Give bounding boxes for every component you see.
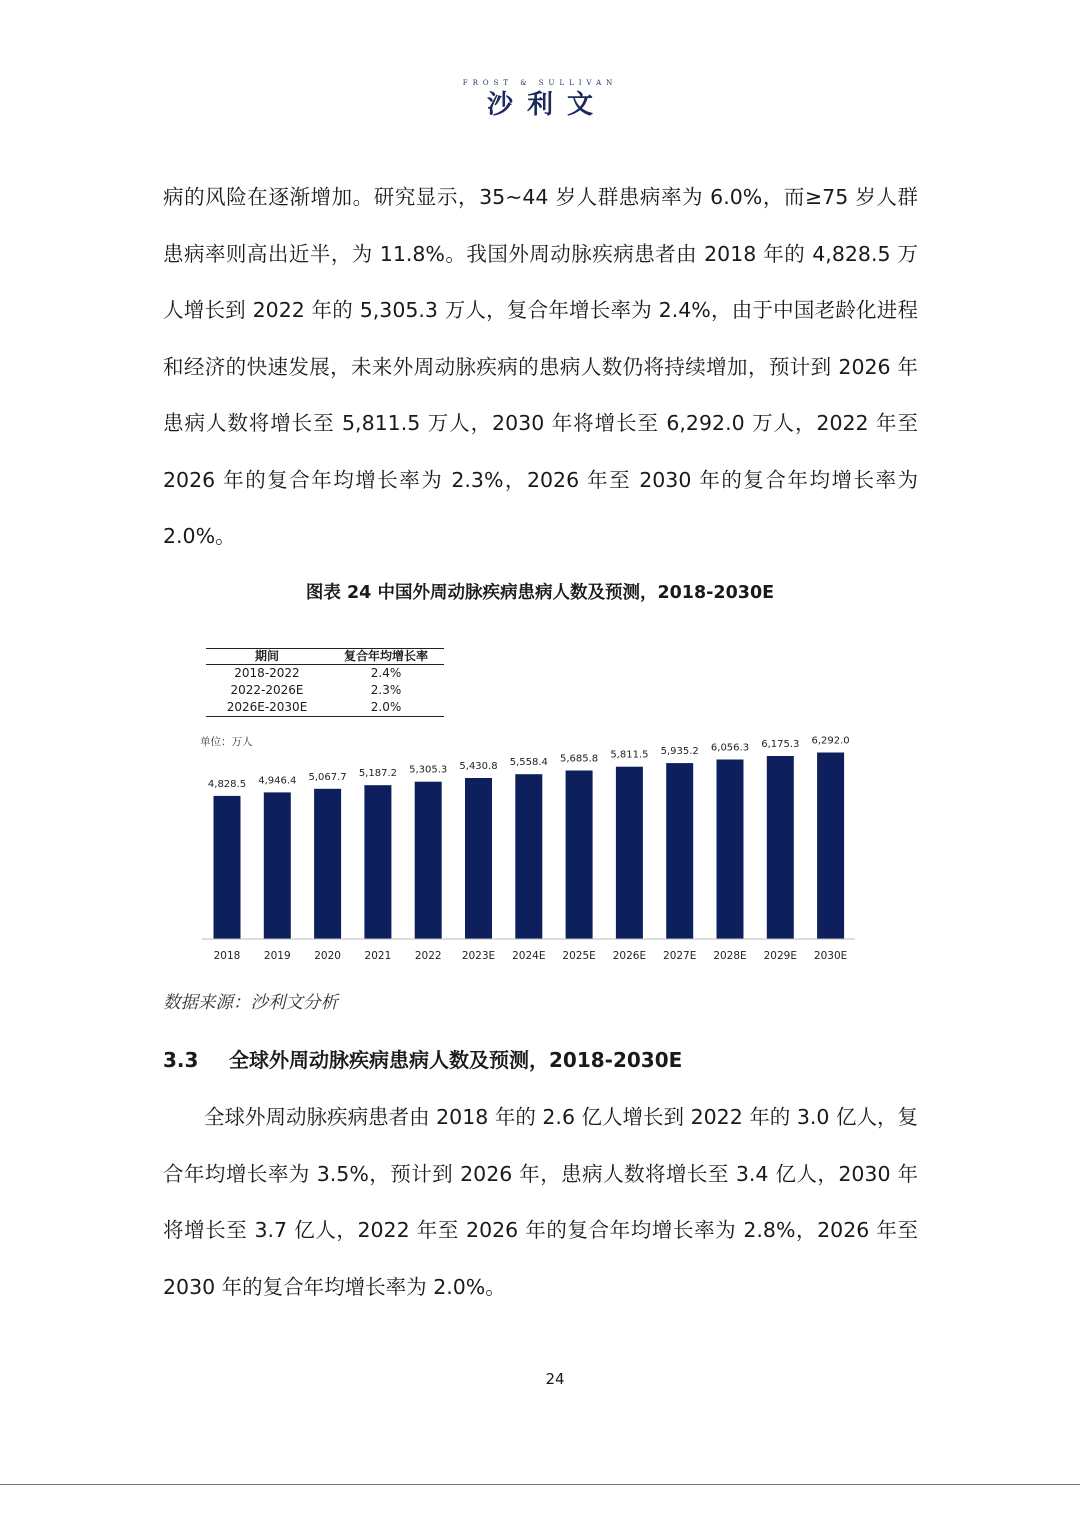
- bar-chart: [195, 725, 865, 970]
- cagr-rate-cell: 2.4%: [370, 666, 402, 680]
- bar-2029E: [767, 756, 794, 939]
- bar-value-label: 4,946.4: [258, 775, 297, 787]
- figure-title: 图表 24 中国外周动脉疾病患病人数及预测，2018-2030E: [305, 583, 775, 603]
- cagr-period-cell: 2018-2022: [234, 666, 300, 680]
- bar-value-label: 6,056.3: [710, 742, 750, 754]
- cagr-rate-cell: 2.3%: [370, 683, 402, 697]
- bar-2026E: [616, 767, 643, 939]
- bar-2018: [214, 796, 241, 939]
- cagr-table-header-row: [206, 649, 444, 665]
- x-tick-label: 2025E: [562, 950, 596, 962]
- x-tick-label: 2019: [263, 950, 291, 962]
- bar-value-label: 5,685.8: [560, 753, 599, 765]
- x-tick-label: 2027E: [663, 950, 697, 962]
- bar-2027E: [666, 763, 693, 939]
- bar-value-label: 5,811.5: [610, 749, 649, 761]
- bar-2021: [364, 785, 391, 939]
- global-paragraph: 全球外周动脉疾病患者由 2018 年的 2.6 亿人增长到 2022 年的 3.0 亿人，复合年均增长率为 3.5%，预计到 2026 年，患病人数将增长至 3.4 亿人，2030 年将增长至 3.7 亿人，2022 年至 2026 年的复合年均增长率为 2.8%，2026 年至 2030 年的复合年均增长率为 2.0%。: [163, 1105, 918, 1299]
- table-row: [206, 699, 444, 717]
- cagr-table: [206, 648, 444, 717]
- cagr-header-period: 期间: [206, 649, 328, 665]
- chart-bars: [208, 736, 850, 940]
- frost-sullivan-logo: [0, 78, 1080, 120]
- table-row: [206, 665, 444, 683]
- x-tick-label: 2030E: [813, 950, 848, 962]
- logo-chinese-text: 沙利文: [486, 90, 607, 120]
- bar-value-label: 6,292.0: [811, 735, 850, 747]
- bar-value-label: 5,430.8: [459, 761, 498, 772]
- footer-divider: [0, 1484, 1080, 1485]
- table-row: [206, 682, 444, 699]
- x-tick-label: 2029E: [763, 950, 797, 962]
- bar-value-label: 5,935.2: [660, 746, 699, 758]
- page-number: 24: [545, 1370, 565, 1388]
- section-number: 3.3: [163, 1048, 199, 1072]
- x-tick-label: 2021: [364, 950, 392, 962]
- cagr-period-cell: 2026E-2030E: [206, 699, 328, 717]
- logo-english-text: FROST & SULLIVAN: [462, 79, 618, 87]
- bar-2022: [415, 782, 442, 939]
- section-heading: [163, 1044, 682, 1076]
- x-tick-label: 2018: [213, 950, 241, 962]
- bar-2028E: [717, 760, 744, 940]
- bar-value-label: 5,067.7: [308, 771, 347, 783]
- bar-2023E: [465, 778, 492, 939]
- x-tick-label: 2024E: [512, 950, 546, 962]
- cagr-rate-cell: 2.0%: [328, 699, 444, 717]
- x-tick-label: 2026E: [612, 950, 647, 962]
- bar-value-label: 4,828.5: [207, 778, 247, 790]
- bar-value-label: 6,175.3: [761, 739, 800, 750]
- bar-2025E: [566, 771, 593, 940]
- chart-unit-label: 单位：万人: [200, 736, 253, 748]
- source-note: 数据来源：沙利文分析: [163, 993, 338, 1013]
- cagr-header-rate: 复合年均增长率: [328, 649, 444, 665]
- x-tick-label: 2020: [314, 950, 341, 962]
- x-tick-label: 2028E: [713, 950, 747, 962]
- intro-paragraph: 病的风险在逐渐增加。研究显示，35~44 岁人群患病率为 6.0%，而≥75 岁人群患病率则高出近半，为 11.8%。我国外周动脉疾病患者由 2018 年的 4,828.5 万人增长到 2022 年的 5,305.3 万人，复合年增长率为 2.4%，由于中国老龄化进程和经济的快速发展，未来外周动脉疾病的患病人数仍将持续增加，预计到 2026 年患病人数将增长至 5,811.5 万人，2030 年将增长至 6,292.0 万人，2022 年至 2026 年的复合年均增长率为 2.3%，2026 年至 2030 年的复合年均增长率为 2.0%。: [163, 185, 918, 548]
- bar-2020: [314, 789, 341, 939]
- chart-x-labels: [214, 950, 848, 962]
- x-tick-label: 2022: [414, 950, 442, 962]
- bar-value-label: 5,558.4: [509, 757, 548, 769]
- bar-2030E: [817, 753, 844, 940]
- section-title: 全球外周动脉疾病患病人数及预测，2018-2030E: [229, 1048, 683, 1072]
- bar-value-label: 5,305.3: [409, 764, 448, 776]
- cagr-period-cell: 2022-2026E: [230, 683, 304, 697]
- bar-value-label: 5,187.2: [358, 768, 397, 780]
- bar-2019: [264, 792, 291, 939]
- x-tick-label: 2023E: [461, 950, 496, 962]
- bar-2024E: [515, 774, 542, 939]
